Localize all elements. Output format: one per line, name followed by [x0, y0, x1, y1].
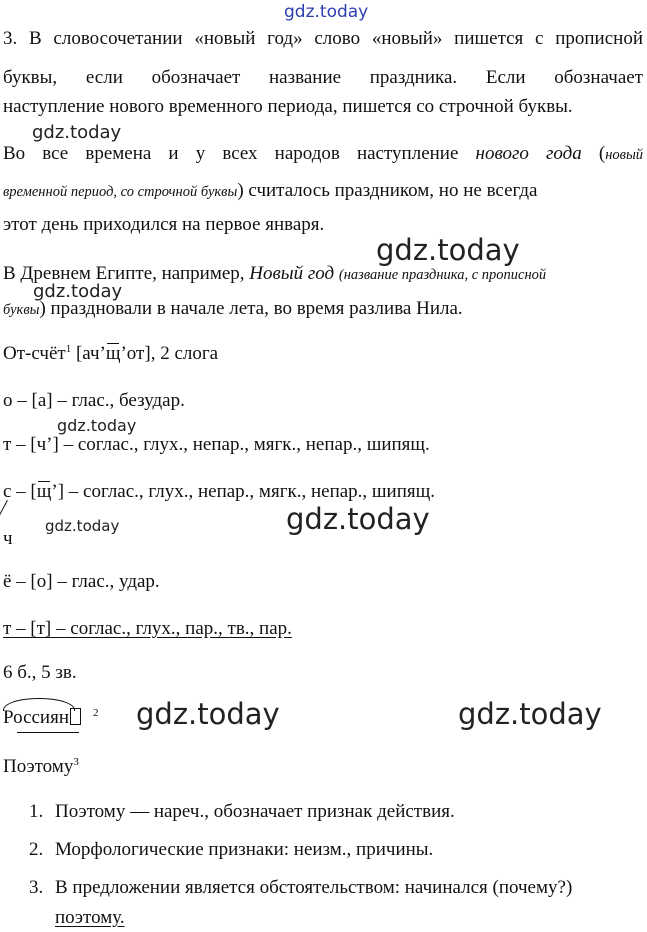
morpheme-word: Россиян	[3, 706, 93, 730]
new-year-line-2	[3, 179, 537, 204]
watermark: gdz.today	[45, 517, 120, 535]
egypt-line-1	[3, 262, 546, 287]
list-item: 2. Морфологические признаки: неизм., причины.	[29, 839, 434, 860]
poetomu-heading: Поэтому$^3$	[3, 756, 79, 777]
watermark: gdz.today	[33, 281, 123, 302]
new-year-line-1	[3, 142, 643, 167]
paragraph-3-line-1: 3. В словосочетании «новый год» слово «новый» пишется с прописной	[3, 28, 643, 49]
footnote-mark: 2	[93, 707, 99, 719]
paragraph-3-line-2: буквы, если обозначает название праздника. Если обозначает	[3, 67, 643, 88]
list-item-continuation: поэтому.	[55, 907, 125, 928]
note: новый	[605, 147, 644, 163]
text: ) считалось праздником, но не всегда	[237, 180, 538, 201]
note: временной период, со строчной буквы	[3, 184, 238, 200]
stem-underline	[17, 732, 79, 733]
footnote-mark: 3	[73, 756, 79, 768]
text: ) праздновали в начале лета, во время разлива Нила.	[39, 298, 463, 319]
text: В Древнем Египте, например,	[3, 263, 245, 284]
root-arc	[3, 698, 75, 711]
phonetic-summary: 6 б., 5 зв.	[3, 662, 77, 683]
morpheme-analysis	[3, 706, 99, 730]
list-item: 3. В предложении является обстоятельством: начинался (почему?)	[29, 877, 573, 898]
watermark: gdz.today	[458, 697, 602, 731]
phonetic-row: с – [щ’] – соглас., глух., непар., мягк., непар., шипящ.	[3, 481, 436, 502]
phonetic-row: о – [а] – глас., безудар.	[3, 390, 185, 411]
watermark: gdz.today	[32, 122, 122, 143]
italic-term: Новый год	[249, 263, 335, 284]
paren: (новый	[598, 143, 644, 164]
new-year-line-3: этот день приходился на первое января.	[3, 214, 325, 235]
paragraph-3-line-3: наступление нового временного периода, пишется со строчной буквы.	[3, 96, 573, 117]
watermark: gdz.today	[376, 233, 520, 267]
word: От-счёт	[3, 343, 66, 364]
transcription: [ач’щ’от], 2 слога	[75, 343, 219, 364]
phonetic-row: ч	[3, 528, 13, 549]
phonetic-row: т – [т] – соглас., глух., пар., тв., пар.	[3, 618, 292, 639]
egypt-line-2	[3, 297, 463, 322]
text: Во все времена и у всех народов наступление	[3, 143, 459, 164]
note: буквы	[3, 302, 40, 318]
watermark: gdz.today	[57, 416, 137, 435]
phonetic-row: ё – [о] – глас., удар.	[3, 571, 160, 592]
list-item: 1. Поэтому — нареч., обозначает признак действия.	[29, 801, 455, 822]
footnote-mark: 1	[65, 343, 72, 355]
watermark-top: gdz.today	[284, 2, 369, 22]
watermark: gdz.today	[136, 697, 280, 731]
italic-term: нового года	[475, 143, 582, 164]
phonetic-row: т – [ч’] – соглас., глух., непар., мягк., непар., шипящ.	[3, 434, 430, 455]
watermark: gdz.today	[286, 502, 430, 536]
note: (название праздника, с прописной	[338, 267, 547, 283]
phonetic-heading	[3, 342, 218, 366]
